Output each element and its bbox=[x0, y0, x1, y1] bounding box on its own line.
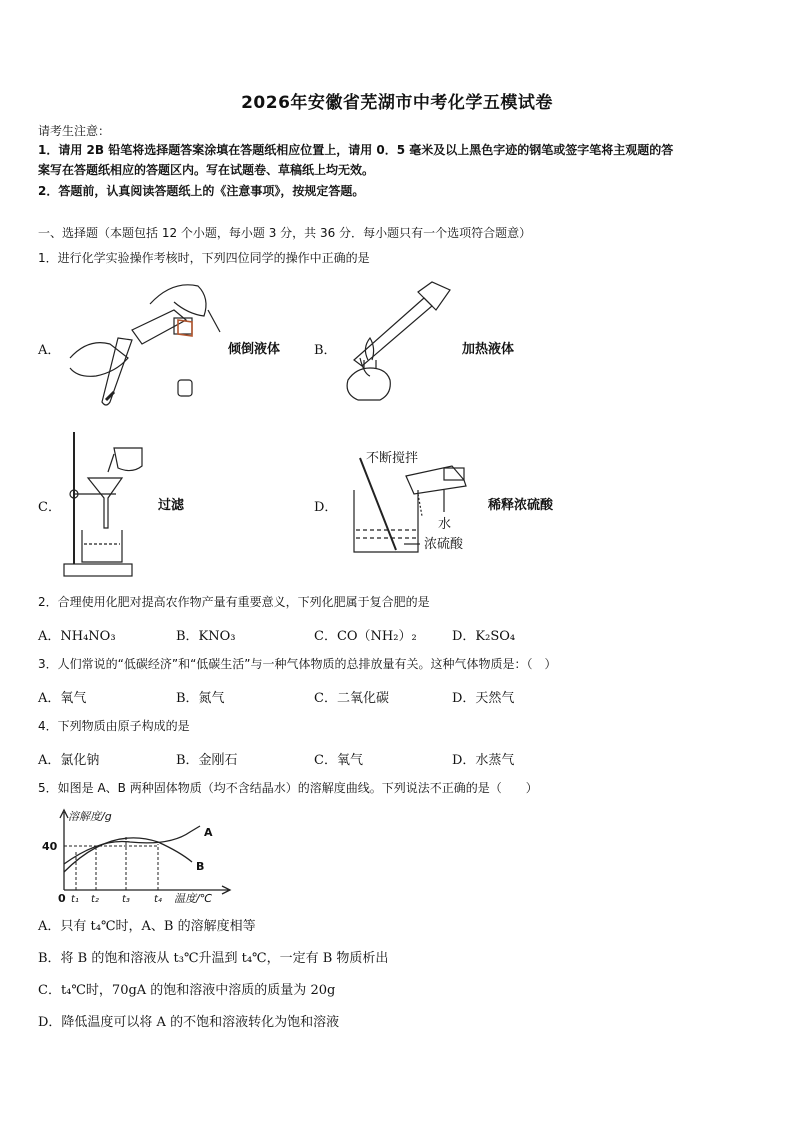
q3-option-d: D．天然气 bbox=[452, 691, 515, 706]
figure-dilution bbox=[348, 446, 488, 558]
q5-option-c: C．t₄℃时，70gA 的饱和溶液中溶质的质量为 20g bbox=[38, 983, 336, 998]
q5-option-a: A．只有 t₄℃时，A、B 的溶解度相等 bbox=[38, 919, 256, 934]
notice-item-2: 2．答题前，认真阅读答题纸上的《注意事项》，按规定答题。 bbox=[38, 184, 365, 198]
q1-option-a-caption: 倾倒液体 bbox=[228, 342, 281, 357]
chart-x-tick-t1: t₁ bbox=[71, 894, 79, 905]
q2-option-a: A．NH₄NO₃ bbox=[38, 629, 116, 644]
question-1-stem: 1．进行化学实验操作考核时，下列四位同学的操作中正确的是 bbox=[38, 251, 370, 265]
question-2-stem: 2．合理使用化肥对提高农作物产量有重要意义，下列化肥属于复合肥的是 bbox=[38, 595, 430, 609]
q1-option-d-letter: D． bbox=[314, 500, 338, 515]
question-4-stem: 4．下列物质由原子构成的是 bbox=[38, 719, 190, 733]
q2-option-b: B．KNO₃ bbox=[176, 629, 236, 644]
section-heading: 一、选择题（本题包括 12 个小题，每小题 3 分，共 36 分．每小题只有一个选项符合题意） bbox=[38, 226, 532, 240]
stir-label: 不断搅拌 bbox=[366, 451, 419, 466]
q5-option-b: B．将 B 的饱和溶液从 t₃℃升温到 t₄℃，一定有 B 物质析出 bbox=[38, 951, 389, 966]
curve-b bbox=[64, 838, 192, 872]
q1-option-c-letter: C． bbox=[38, 500, 61, 515]
chart-y-tick-40: 40 bbox=[42, 840, 58, 853]
chart-x-tick-t2: t₂ bbox=[91, 894, 99, 905]
q3-option-c: C．二氧化碳 bbox=[314, 691, 389, 706]
question-5-stem: 5．如图是 A、B 两种固体物质（均不含结晶水）的溶解度曲线。下列说法不正确的是（ ） bbox=[38, 781, 538, 795]
chart-x-tick-t3: t₃ bbox=[122, 894, 130, 905]
curve-a bbox=[64, 826, 200, 864]
q1-option-c-caption: 过滤 bbox=[158, 498, 185, 513]
question-3-stem: 3．人们常说的“低碳经济”和“低碳生活”与一种气体物质的总排放量有关。这种气体物质是：（ ） bbox=[38, 657, 557, 671]
chart-x-axis-label: 温度/℃ bbox=[174, 892, 213, 905]
chart-origin-label: 0 bbox=[58, 892, 66, 905]
chart-x-tick-t4: t₄ bbox=[154, 894, 162, 905]
q1-option-d-caption: 稀释浓硫酸 bbox=[488, 498, 554, 513]
water-label: 水 bbox=[438, 517, 452, 532]
figure-pouring-liquid bbox=[70, 280, 220, 405]
solubility-curve-figure bbox=[40, 808, 240, 904]
acid-label: 浓硫酸 bbox=[424, 537, 464, 552]
notice-item-1-line-2: 案写在答题纸相应的答题区内。写在试题卷、草稿纸上均无效。 bbox=[38, 163, 375, 177]
notice-heading: 请考生注意： bbox=[38, 124, 111, 138]
notice-item-1-line-1: 1．请用 2B 铅笔将选择题答案涂填在答题纸相应位置上，请用 0．5 毫米及以上黑色字迹的钢笔或签字笔将主观题的答 bbox=[38, 143, 674, 157]
q1-option-b-caption: 加热液体 bbox=[462, 342, 515, 357]
q3-option-a: A．氧气 bbox=[38, 691, 87, 706]
q1-option-a-letter: A． bbox=[38, 343, 61, 358]
curve-a-label: A bbox=[204, 826, 213, 839]
q2-option-c: C．CO（NH₂）₂ bbox=[314, 629, 417, 644]
q4-option-c: C．氧气 bbox=[314, 753, 363, 768]
q1-option-b-letter: B． bbox=[314, 343, 337, 358]
curve-b-label: B bbox=[196, 860, 205, 873]
chart-y-axis-label: 溶解度/g bbox=[68, 810, 112, 823]
figure-heating-liquid bbox=[340, 282, 460, 407]
page-title: 2026年安徽省芜湖市中考化学五模试卷 bbox=[241, 93, 553, 113]
q4-option-b: B．金刚石 bbox=[176, 753, 238, 768]
figure-filtration bbox=[60, 432, 175, 578]
q5-option-d: D．降低温度可以将 A 的不饱和溶液转化为饱和溶液 bbox=[38, 1015, 340, 1030]
q3-option-b: B．氮气 bbox=[176, 691, 225, 706]
q4-option-a: A．氯化钠 bbox=[38, 753, 100, 768]
q4-option-d: D．水蒸气 bbox=[452, 753, 515, 768]
q2-option-d: D．K₂SO₄ bbox=[452, 629, 516, 644]
